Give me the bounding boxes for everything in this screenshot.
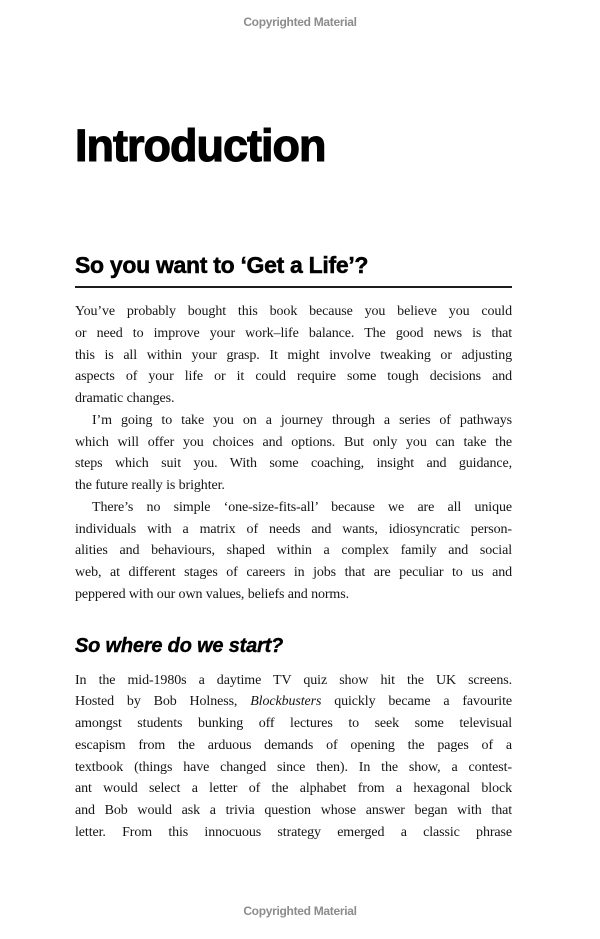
text-line: ant would select a letter of the alphabet from a hexagonal block — [75, 781, 512, 797]
chapter-title: Introduction — [75, 120, 326, 171]
text-line: Hosted by Bob Holness, Blockbusters quickly became a favourite — [75, 694, 512, 710]
section-heading: So you want to ‘Get a Life’? — [75, 252, 369, 278]
text-line: aspects of your life or it could require some tough decisions and — [75, 369, 512, 385]
text-line: peppered with our own values, beliefs and norms. — [75, 586, 349, 602]
copyright-notice-bottom: Copyrighted Material — [243, 903, 357, 918]
text-line: There’s no simple ‘one-size-fits-all’ because we are all unique — [92, 499, 512, 515]
text-line: textbook (things have changed since then). In the show, a contest- — [75, 759, 512, 775]
text-line: You’ve probably bought this book because you believe you could — [75, 304, 512, 319]
text-line: which will offer you choices and options. But only you can take the — [75, 434, 512, 450]
text-line: alities and behaviours, shaped within a complex family and social — [75, 543, 512, 559]
copyright-notice-top: Copyrighted Material — [243, 15, 357, 29]
text-line: steps which suit you. With some coaching, insight and guidance, — [75, 456, 512, 472]
text-line: or need to improve your work–life balance. The good news is that — [75, 325, 512, 341]
text-line: letter. From this innocuous strategy emerged a classic phrase — [75, 824, 512, 840]
text-line: and Bob would ask a trivia question whose answer began with that — [75, 803, 512, 818]
text-line: individuals with a matrix of needs and wants, idiosyncratic person- — [75, 521, 512, 537]
text-line: I’m going to take you on a journey through a series of pathways — [92, 412, 512, 428]
text-line: escapism from the arduous demands of opening the pages of a — [75, 737, 512, 753]
section-body-text — [75, 301, 512, 606]
text-line: web, at different stages of careers in jobs that are peculiar to us and — [75, 565, 512, 580]
text-line: amongst students bunking off lectures to seek some televisual — [75, 716, 512, 731]
text-line: In the mid-1980s a daytime TV quiz show hit the UK screens. — [75, 672, 512, 688]
subsection-heading: So where do we start? — [75, 634, 284, 657]
section-get-a-life — [0, 250, 600, 606]
text-line: the future really is brighter. — [75, 478, 225, 493]
text-line: this is all within your grasp. It might involve tweaking or adjusting — [75, 347, 512, 363]
section-body-text — [75, 670, 512, 844]
text-line: dramatic changes. — [75, 391, 175, 406]
heading-rule — [75, 286, 512, 288]
section-where-do-we-start — [0, 633, 600, 844]
